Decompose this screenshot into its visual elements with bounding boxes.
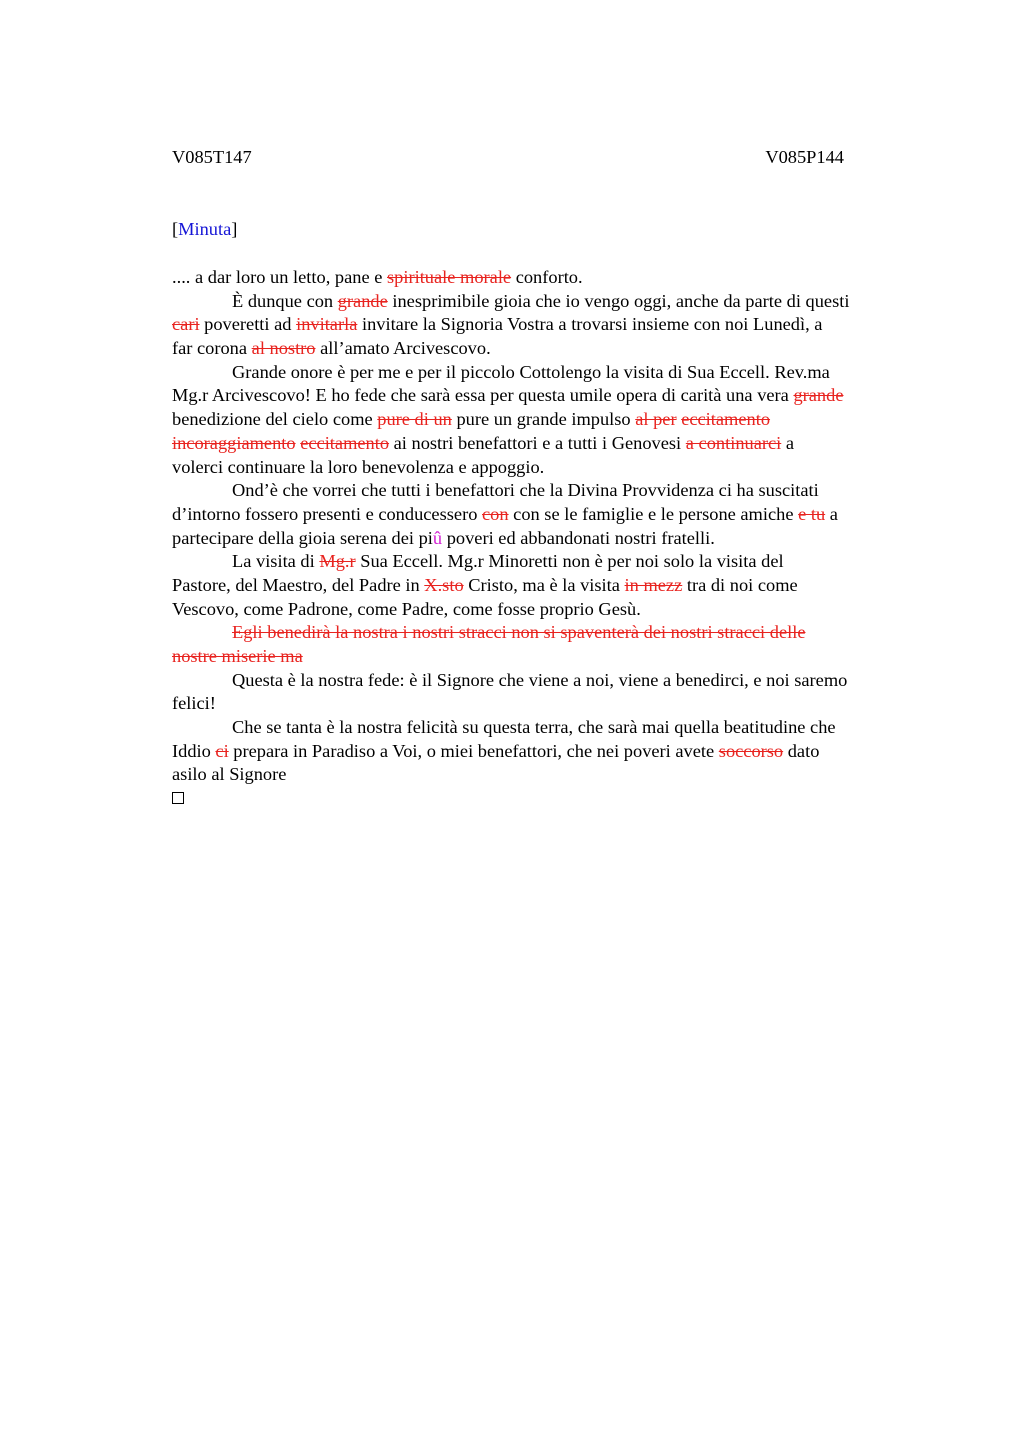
text-line <box>172 290 932 314</box>
text-line <box>172 574 932 598</box>
text-run: Mg.r Arcivescovo! E ho fede che sarà essa per questa umile opera di carità una vera <box>172 385 794 406</box>
highlighted-char: û <box>432 527 443 548</box>
text-run: a <box>781 432 795 453</box>
text-run: ai nostri benefattori e a tutti i Genovesi <box>389 432 686 453</box>
text-line <box>172 503 932 527</box>
text-run: con se le famiglie e le persone amiche <box>508 503 799 524</box>
text-line <box>172 669 932 693</box>
text-run: prepara in Paradiso a Voi, o miei benefattori, che nei poveri avete <box>228 740 719 761</box>
text-line <box>172 787 932 811</box>
text-line <box>172 645 932 669</box>
document-type-label <box>172 218 237 242</box>
text-run: far corona <box>172 338 252 359</box>
text-line <box>172 740 932 764</box>
deleted-text: al per <box>635 409 677 430</box>
text-run: d’intorno fossero presenti e conducessero <box>172 503 482 524</box>
bracket-close: ] <box>231 219 238 239</box>
deleted-text: a continuarci <box>685 432 782 453</box>
text-line <box>172 527 932 551</box>
text-run: Vescovo, come Padrone, come Padre, come fosse proprio Gesù. <box>172 598 641 619</box>
text-run: Sua Eccell. Mg.r Minoretti non è per noi solo la visita del <box>355 551 784 572</box>
deleted-text: X.sto <box>424 574 464 595</box>
text-run: pure un grande impulso <box>451 409 636 430</box>
text-run: dato <box>783 740 820 761</box>
text-line <box>172 361 932 385</box>
text-run: volerci continuare la loro benevolenza e appoggio. <box>172 456 545 477</box>
deleted-text: incoraggiamento <box>172 432 296 453</box>
deleted-text: in mezz <box>624 574 683 595</box>
text-run: tra di noi come <box>682 574 798 595</box>
text-line <box>172 384 932 408</box>
text-run: partecipare della gioia serena dei pi <box>172 527 433 548</box>
letter-body <box>172 266 932 811</box>
text-run: Questa è la nostra fede: è il Signore che viene a noi, viene a benedirci, e noi saremo <box>232 669 848 690</box>
text-run: conforto. <box>511 267 583 287</box>
text-run: poveretti ad <box>199 314 297 335</box>
text-line <box>172 456 932 480</box>
text-line <box>172 313 932 337</box>
deleted-text: nostre miserie ma <box>172 646 303 666</box>
text-run: Ond’è che vorrei che tutti i benefattori che la Divina Provvidenza ci ha suscitati <box>232 480 819 501</box>
text-run: Che se tanta è la nostra felicità su questa terra, che sarà mai quella beatitudine che <box>232 717 836 738</box>
text-run: invitare la Signoria Vostra a trovarsi insieme con noi Lunedì, a <box>357 314 823 335</box>
deleted-text: spirituale morale <box>387 267 512 287</box>
deleted-text: eccitamento <box>681 409 771 430</box>
text-run: La visita di <box>232 551 320 572</box>
text-run: felici! <box>172 693 216 714</box>
deleted-text: Egli benedirà la nostra i nostri stracci non si spaventerà dei nostri stracci delle <box>232 622 806 643</box>
deleted-text: con <box>482 503 509 524</box>
text-run: .... a dar loro un letto, pane e <box>172 267 387 287</box>
deleted-text: grande <box>793 385 844 406</box>
text-run: poveri ed abbandonati nostri fratelli. <box>442 527 715 548</box>
text-run: È dunque con <box>232 290 338 311</box>
text-run: all’amato Arcivescovo. <box>315 338 491 359</box>
text-line <box>172 621 932 645</box>
text-line <box>172 337 932 361</box>
text-line <box>172 716 932 740</box>
text-run: benedizione del cielo come <box>172 409 378 430</box>
deleted-text: soccorso <box>718 740 784 761</box>
text-run: Pastore, del Maestro, del Padre in <box>172 574 425 595</box>
deleted-text: eccitamento <box>300 432 390 453</box>
deleted-text: invitarla <box>296 314 358 335</box>
text-line <box>172 692 932 716</box>
text-line <box>172 408 932 432</box>
text-line <box>172 598 932 622</box>
deleted-text: e tu <box>798 503 826 524</box>
text-run: Cristo, ma è la visita <box>463 574 625 595</box>
text-run: Grande onore è per me e per il piccolo Cottolengo la visita di Sua Eccell. Rev.ma <box>232 361 830 382</box>
text-run: Iddio <box>172 740 216 761</box>
deleted-text: Mg.r <box>319 551 356 572</box>
checkbox-square-icon <box>172 792 184 804</box>
text-line <box>172 550 932 574</box>
text-line <box>172 266 932 290</box>
volume-page-code: V085P144 <box>765 147 844 167</box>
minuta-label: Minuta <box>178 219 232 239</box>
deleted-text: grande <box>337 290 388 311</box>
text-run: asilo al Signore <box>172 764 287 785</box>
deleted-text: cari <box>172 314 200 335</box>
deleted-text: pure di un <box>377 409 452 430</box>
text-line <box>172 432 932 456</box>
text-run: inesprimibile gioia che io vengo oggi, anche da parte di questi <box>387 290 850 311</box>
bracket-open: [ <box>172 219 179 239</box>
text-run: a <box>825 503 838 524</box>
deleted-text: al nostro <box>251 338 316 359</box>
volume-text-code: V085T147 <box>172 147 252 167</box>
text-line <box>172 479 932 503</box>
deleted-text: ci <box>215 740 229 761</box>
text-line <box>172 763 932 787</box>
